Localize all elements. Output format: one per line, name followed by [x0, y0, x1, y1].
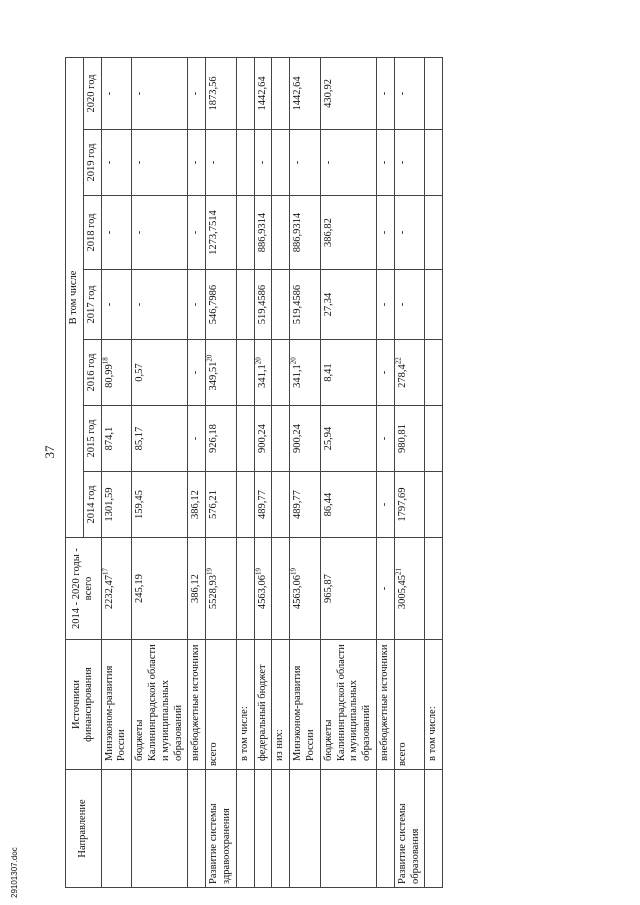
- source-cell-value: всего: [208, 742, 220, 766]
- year-cell: [188, 57, 206, 129]
- table-body: [101, 57, 443, 887]
- footnote-mark: 22: [394, 357, 403, 365]
- year-cell: [132, 196, 188, 270]
- source-cell: [425, 640, 443, 770]
- year-cell: [272, 406, 290, 472]
- source-cell-value: внебюджетные источники: [190, 644, 202, 761]
- year-cell-value: 25,94: [322, 426, 334, 451]
- footnote-mark: 20: [254, 357, 263, 365]
- direction-cell: [272, 770, 290, 888]
- year-cell-value: 546,7986: [208, 284, 220, 325]
- year-cell: [376, 57, 394, 129]
- year-cell-value: -: [396, 91, 408, 96]
- year-cell: [254, 406, 272, 472]
- year-cell-value: -: [103, 302, 115, 307]
- year-cell-value: 900,24: [292, 424, 304, 453]
- year-cell-value: -: [378, 91, 390, 96]
- footnote-mark: 17: [101, 567, 110, 575]
- year-cell-value: 1301,59: [103, 487, 115, 522]
- year-cell-value: -: [103, 230, 115, 235]
- source-cell-value: Минэконом-развития России: [103, 665, 128, 761]
- year-cell-value: 900,24: [256, 424, 268, 453]
- direction-cell-value: Развитие системы образования: [396, 803, 421, 884]
- year-cell: [376, 196, 394, 270]
- year-cell-value: 886,9314: [256, 212, 268, 253]
- source-cell: [290, 640, 321, 770]
- table-header: [66, 57, 102, 887]
- year-cell-value: -: [190, 160, 202, 165]
- source-cell: [132, 640, 188, 770]
- year-cell: [101, 270, 132, 340]
- year-cell: [320, 130, 376, 196]
- year-cell: [376, 340, 394, 406]
- footnote-mark: 18: [101, 357, 110, 365]
- source-cell-value: бюджеты Калининградской области и муниципальных образований: [134, 644, 184, 761]
- source-cell-value: всего: [396, 742, 408, 766]
- year-cell-value: -: [134, 302, 146, 307]
- source-cell-value: федеральный бюджет: [256, 664, 268, 761]
- total-cell: [320, 538, 376, 640]
- year-cell-value: 519,4586: [292, 284, 304, 325]
- header-year: 2018 год: [83, 196, 101, 270]
- header-year: 2017 год: [83, 270, 101, 340]
- year-cell-value: -: [134, 160, 146, 165]
- year-cell: [206, 270, 237, 340]
- header-total: 2014 - 2020 годы - всего: [66, 538, 102, 640]
- table-row: [320, 57, 376, 887]
- year-cell: [290, 340, 321, 406]
- total-cell: [272, 538, 290, 640]
- direction-cell: [132, 770, 188, 888]
- total-cell: [425, 538, 443, 640]
- year-cell: [132, 406, 188, 472]
- year-cell: [290, 57, 321, 129]
- source-cell: [188, 640, 206, 770]
- year-cell-value: 1442,64: [292, 76, 304, 111]
- total-cell-value: 386,12: [190, 574, 202, 603]
- total-cell: [101, 538, 132, 640]
- year-cell: [132, 340, 188, 406]
- total-cell: [132, 538, 188, 640]
- year-cell: [254, 130, 272, 196]
- year-cell: [236, 130, 254, 196]
- year-cell: [376, 472, 394, 538]
- year-cell-value: 386,12: [190, 490, 202, 519]
- year-cell-value: -: [378, 502, 390, 507]
- year-cell: [132, 130, 188, 196]
- direction-cell: [236, 770, 254, 888]
- year-cell: [425, 130, 443, 196]
- source-cell-value: в том числе:: [427, 706, 439, 761]
- year-cell: [394, 196, 425, 270]
- table-row: [272, 57, 290, 887]
- year-cell-value: -: [396, 302, 408, 307]
- table-row: [236, 57, 254, 887]
- year-cell-value: -: [396, 160, 408, 165]
- year-cell-value: 341,1: [256, 364, 268, 388]
- year-cell-value: -: [134, 91, 146, 96]
- year-cell: [376, 130, 394, 196]
- footnote-mark: 20: [289, 357, 298, 365]
- header-direction: Направление: [66, 770, 102, 888]
- header-year: 2015 год: [83, 406, 101, 472]
- year-cell: [206, 130, 237, 196]
- source-cell: [320, 640, 376, 770]
- total-cell: [376, 538, 394, 640]
- year-cell: [206, 196, 237, 270]
- year-cell: [236, 57, 254, 129]
- year-cell: [290, 406, 321, 472]
- footnote-mark: 21: [394, 567, 403, 575]
- direction-cell: [254, 770, 272, 888]
- year-cell-value: 1442,64: [256, 76, 268, 111]
- rotated-page: [65, 18, 585, 888]
- year-cell: [320, 340, 376, 406]
- total-cell: [236, 538, 254, 640]
- year-cell: [101, 196, 132, 270]
- year-cell-value: 489,77: [256, 490, 268, 519]
- source-cell-value: бюджеты Калининградской области и муниципальных образований: [322, 644, 373, 761]
- year-cell-value: -: [208, 160, 220, 165]
- total-cell-value: 4563,06: [256, 574, 268, 610]
- total-cell: [206, 538, 237, 640]
- year-cell: [206, 57, 237, 129]
- header-source: Источники финансирования: [66, 640, 102, 770]
- year-cell-value: 8,41: [322, 363, 334, 382]
- year-cell-value: -: [134, 230, 146, 235]
- year-cell: [425, 472, 443, 538]
- year-cell-value: 278,4: [396, 364, 408, 388]
- header-year: 2019 год: [83, 130, 101, 196]
- year-cell: [254, 340, 272, 406]
- year-cell: [132, 472, 188, 538]
- year-cell-value: 85,17: [134, 426, 146, 451]
- year-cell-value: 980,81: [396, 424, 408, 453]
- year-cell-value: -: [396, 230, 408, 235]
- year-cell: [206, 472, 237, 538]
- year-cell: [254, 472, 272, 538]
- year-cell-value: -: [103, 91, 115, 96]
- year-cell: [394, 472, 425, 538]
- year-cell: [188, 130, 206, 196]
- year-cell: [425, 340, 443, 406]
- year-cell-value: -: [103, 160, 115, 165]
- year-cell: [101, 130, 132, 196]
- year-cell: [290, 130, 321, 196]
- year-cell: [320, 406, 376, 472]
- header-year: 2014 год: [83, 472, 101, 538]
- year-cell: [272, 57, 290, 129]
- total-cell-value: 965,87: [322, 574, 334, 603]
- year-cell: [425, 406, 443, 472]
- total-cell-value: 245,19: [134, 574, 146, 603]
- year-cell: [394, 57, 425, 129]
- year-cell-value: -: [378, 302, 390, 307]
- year-cell-value: -: [378, 436, 390, 441]
- footer-filename: 29101307.doc: [10, 847, 19, 898]
- year-cell-value: 86,44: [322, 492, 334, 517]
- year-cell: [188, 340, 206, 406]
- year-cell-value: -: [190, 370, 202, 375]
- year-cell: [206, 340, 237, 406]
- year-cell: [272, 130, 290, 196]
- table-row: [290, 57, 321, 887]
- total-cell: [394, 538, 425, 640]
- funding-table: [65, 57, 443, 888]
- year-cell: [101, 472, 132, 538]
- total-cell-value: 2232,47: [103, 574, 115, 610]
- year-cell-value: -: [378, 230, 390, 235]
- year-cell: [101, 57, 132, 129]
- year-cell: [394, 340, 425, 406]
- year-cell-value: -: [378, 160, 390, 165]
- source-cell: [394, 640, 425, 770]
- year-cell-value: 1273,7514: [208, 210, 220, 255]
- year-cell: [394, 406, 425, 472]
- year-cell-value: 1797,69: [396, 487, 408, 522]
- year-cell-value: 27,34: [322, 292, 334, 317]
- year-cell-value: 926,18: [208, 424, 220, 453]
- direction-cell: [394, 770, 425, 888]
- year-cell-value: 576,21: [208, 490, 220, 519]
- year-cell: [236, 270, 254, 340]
- year-cell-value: 519,4586: [256, 284, 268, 325]
- direction-cell: [376, 770, 394, 888]
- footnote-mark: 19: [289, 567, 298, 575]
- year-cell: [272, 472, 290, 538]
- header-year: 2020 год: [83, 57, 101, 129]
- year-cell: [376, 270, 394, 340]
- year-cell: [132, 57, 188, 129]
- table-row: [188, 57, 206, 887]
- year-cell: [254, 57, 272, 129]
- year-cell-value: 159,45: [134, 490, 146, 519]
- total-cell-value: 4563,06: [292, 574, 304, 610]
- source-cell: [254, 640, 272, 770]
- source-cell: [206, 640, 237, 770]
- year-cell-value: -: [190, 230, 202, 235]
- year-cell: [290, 270, 321, 340]
- year-cell-value: 886,9314: [292, 212, 304, 253]
- year-cell-value: 80,99: [103, 364, 115, 388]
- year-cell: [320, 57, 376, 129]
- total-cell: [254, 538, 272, 640]
- year-cell-value: 341,1: [292, 364, 304, 388]
- source-cell-value: в том числе:: [238, 706, 250, 761]
- direction-cell: [320, 770, 376, 888]
- year-cell: [425, 196, 443, 270]
- year-cell: [425, 270, 443, 340]
- source-cell-value: внебюджетные источники: [378, 644, 390, 761]
- year-cell: [272, 340, 290, 406]
- year-cell: [376, 406, 394, 472]
- year-cell: [132, 270, 188, 340]
- year-cell: [188, 196, 206, 270]
- year-cell: [272, 270, 290, 340]
- page-number: 37: [42, 445, 57, 459]
- table-row: [206, 57, 237, 887]
- year-cell: [188, 270, 206, 340]
- footnote-mark: 19: [254, 567, 263, 575]
- table-row: [394, 57, 425, 887]
- year-cell: [236, 196, 254, 270]
- source-cell: [272, 640, 290, 770]
- year-cell: [290, 196, 321, 270]
- year-cell: [272, 196, 290, 270]
- year-cell-value: 386,82: [322, 218, 334, 247]
- header-year: 2016 год: [83, 340, 101, 406]
- table-row: [132, 57, 188, 887]
- year-cell-value: -: [190, 302, 202, 307]
- year-cell: [236, 340, 254, 406]
- table-row: [101, 57, 132, 887]
- total-cell-value: -: [378, 586, 390, 591]
- year-cell: [206, 406, 237, 472]
- year-cell: [236, 406, 254, 472]
- year-cell-value: 874,1: [103, 426, 115, 451]
- direction-cell: [101, 770, 132, 888]
- total-cell: [290, 538, 321, 640]
- direction-cell: [425, 770, 443, 888]
- year-cell-value: -: [190, 91, 202, 96]
- source-cell: [101, 640, 132, 770]
- year-cell: [320, 270, 376, 340]
- source-cell: [236, 640, 254, 770]
- direction-cell: [206, 770, 237, 888]
- year-cell: [425, 57, 443, 129]
- year-cell: [290, 472, 321, 538]
- year-cell-value: -: [378, 370, 390, 375]
- total-cell-value: 3005,45: [396, 574, 408, 610]
- year-cell: [188, 406, 206, 472]
- direction-cell-value: Развитие системы здравоохранения: [208, 803, 232, 884]
- year-cell: [394, 130, 425, 196]
- source-cell-value: из них:: [274, 729, 286, 761]
- year-cell-value: -: [190, 436, 202, 441]
- year-cell-value: 349,51: [208, 361, 220, 391]
- year-cell: [394, 270, 425, 340]
- table-row: [425, 57, 443, 887]
- year-cell-value: 0,57: [134, 363, 146, 382]
- year-cell: [320, 472, 376, 538]
- year-cell-value: 430,92: [322, 79, 334, 108]
- year-cell-value: -: [256, 160, 268, 165]
- footnote-mark: 20: [205, 354, 214, 362]
- table-row: [254, 57, 272, 887]
- total-cell: [188, 538, 206, 640]
- footnote-mark: 19: [205, 567, 214, 575]
- source-cell-value: Минэконом-развития России: [292, 665, 316, 761]
- year-cell: [236, 472, 254, 538]
- year-cell-value: -: [322, 160, 334, 165]
- year-cell: [101, 406, 132, 472]
- year-cell-value: 1873,56: [208, 76, 220, 111]
- year-cell-value: 489,77: [292, 490, 304, 519]
- year-cell: [254, 270, 272, 340]
- year-cell: [254, 196, 272, 270]
- source-cell: [376, 640, 394, 770]
- direction-cell: [290, 770, 321, 888]
- total-cell-value: 5528,93: [208, 574, 220, 610]
- year-cell: [320, 196, 376, 270]
- year-cell: [101, 340, 132, 406]
- direction-cell: [188, 770, 206, 888]
- year-cell: [188, 472, 206, 538]
- table-row: [376, 57, 394, 887]
- year-cell-value: -: [292, 160, 304, 165]
- header-incl: В том числе: [66, 57, 84, 537]
